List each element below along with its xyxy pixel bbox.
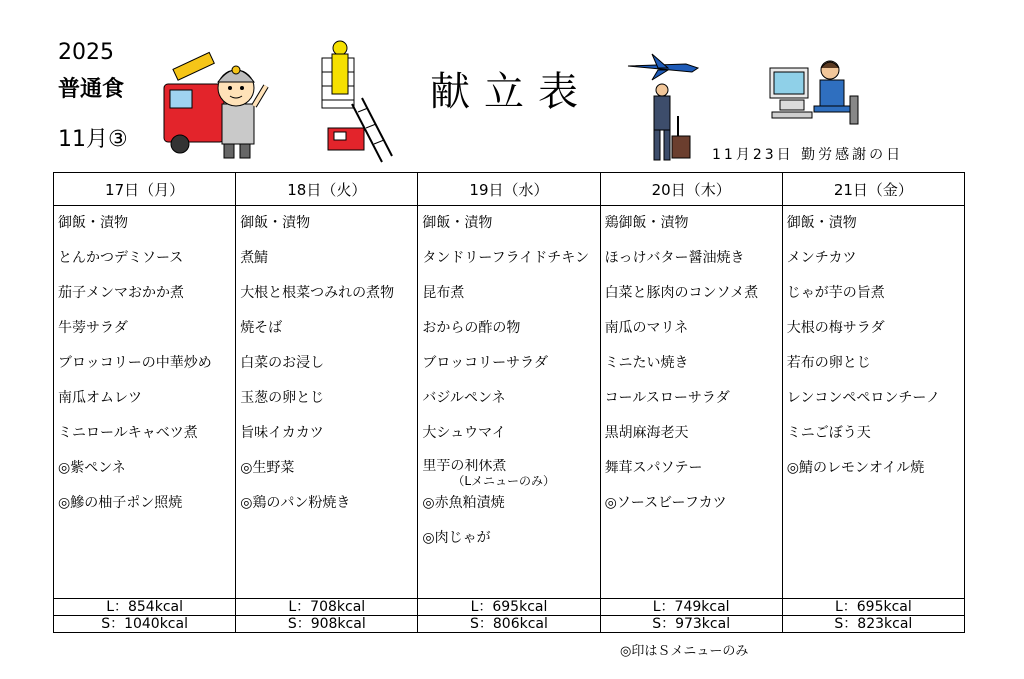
- dish-item: ミニごぼう天: [786, 425, 871, 441]
- day-header: 21日（金）: [782, 173, 964, 206]
- month-label: 11月③: [58, 127, 128, 152]
- airplane-traveler-icon: [622, 46, 702, 168]
- dish-item: タンドリーフライドチキン: [422, 250, 590, 266]
- dish-item: 玉葱の卵とじ: [240, 390, 325, 406]
- dish-item: ◎ソースビーフカツ: [604, 495, 727, 511]
- dish-item: ◎紫ペンネ: [58, 460, 126, 476]
- dish-item: 旨味イカカツ: [240, 425, 324, 441]
- dish-name: 里芋の利休煮: [422, 459, 507, 474]
- day-menu-18: [236, 206, 418, 599]
- dish-item: レンコンペペロンチーノ: [786, 390, 941, 406]
- day-header: 20日（木）: [600, 173, 782, 206]
- dish-item: とんかつデミソース: [58, 250, 184, 266]
- day-menu-17: [54, 206, 236, 599]
- calorie-s: S：823kcal: [782, 616, 964, 633]
- dish-item: 茄子メンマおかか煮: [58, 285, 184, 301]
- dish-item: ◎鯖のレモンオイル焼: [786, 460, 925, 476]
- calorie-l: L：695kcal: [782, 599, 964, 616]
- dish-item: 白菜のお浸し: [240, 355, 325, 371]
- menu-table: [53, 172, 965, 633]
- dish-item: 鶏御飯・漬物: [604, 215, 689, 231]
- dish-item: 大根と根菜つみれの煮物: [240, 285, 395, 301]
- dish-item: ブロッコリーの中華炒め: [58, 355, 212, 371]
- dish-item: 大根の梅サラダ: [786, 320, 885, 336]
- calorie-l: L：695kcal: [418, 599, 600, 616]
- calorie-l: L：749kcal: [600, 599, 782, 616]
- dish-item: 焼そば: [240, 320, 283, 336]
- day-header: 17日（月）: [54, 173, 236, 206]
- calorie-l-row: [54, 599, 965, 616]
- dish-item: 南瓜のマリネ: [604, 320, 689, 336]
- day-header: 19日（水）: [418, 173, 600, 206]
- year-label: 2025: [58, 40, 114, 65]
- day-header-row: [54, 173, 965, 206]
- dish-item: ◎肉じゃが: [422, 530, 491, 546]
- diet-type-label: 普通食: [58, 77, 125, 102]
- ladder-rescue-icon: [318, 38, 396, 166]
- dish-item: ミニたい焼き: [604, 355, 689, 371]
- dish-item: 昆布煮: [422, 285, 465, 301]
- day-menu-19: [418, 206, 600, 599]
- day-menu-21: [782, 206, 964, 599]
- dish-item: メンチカツ: [786, 250, 857, 266]
- dish-item: ◎鶏のパン粉焼き: [240, 495, 351, 511]
- dish-item: 南瓜オムレツ: [58, 390, 142, 406]
- dish-item: ◎鰺の柚子ポン照焼: [58, 495, 183, 511]
- calorie-s-row: [54, 616, 965, 633]
- dish-item: 舞茸スパソテー: [604, 460, 703, 476]
- dish-note: （Lメニューのみ）: [452, 474, 556, 488]
- calorie-l: L：854kcal: [54, 599, 236, 616]
- dish-item: 御飯・漬物: [786, 215, 857, 231]
- dish-item: 御飯・漬物: [422, 215, 493, 231]
- footnote: ◎印はＳメニューのみ: [620, 644, 749, 659]
- dish-item: 煮鯖: [240, 250, 269, 266]
- dish-item: 牛蒡サラダ: [58, 320, 128, 336]
- dish-item: 若布の卵とじ: [786, 355, 871, 371]
- computer-worker-icon: [766, 56, 862, 128]
- calorie-s: S：806kcal: [418, 616, 600, 633]
- day-header: 18日（火）: [236, 173, 418, 206]
- calorie-s: S：908kcal: [236, 616, 418, 633]
- page-title: 献立表: [430, 69, 592, 115]
- dish-item: おからの酢の物: [422, 320, 521, 336]
- holiday-note: 11月23日 勤労感謝の日: [712, 147, 904, 163]
- dish-item: ほっけバター醤油焼き: [604, 250, 745, 266]
- dish-item: バジルペンネ: [422, 390, 506, 406]
- dish-item: コールスローサラダ: [604, 390, 730, 406]
- dish-item: 白菜と豚肉のコンソメ煮: [604, 285, 759, 301]
- calorie-l: L：708kcal: [236, 599, 418, 616]
- dish-item: じゃが芋の旨煮: [786, 285, 885, 301]
- dish-item: ミニロールキャベツ煮: [58, 425, 198, 441]
- day-menu-20: [600, 206, 782, 599]
- dish-item: 大シュウマイ: [422, 425, 506, 441]
- calorie-s: S：973kcal: [600, 616, 782, 633]
- dishes-row: [54, 206, 965, 599]
- dish-item: ◎赤魚粕漬焼: [422, 495, 505, 511]
- calorie-s: S：1040kcal: [54, 616, 236, 633]
- dish-item: ◎生野菜: [240, 460, 295, 476]
- dish-item: 黒胡麻海老天: [604, 425, 689, 441]
- dish-item: ブロッコリーサラダ: [422, 355, 548, 371]
- firefighter-truck-icon: [160, 50, 270, 162]
- dish-item: 御飯・漬物: [240, 215, 311, 231]
- dish-item: 御飯・漬物: [58, 215, 128, 231]
- dish-item: [418, 459, 599, 494]
